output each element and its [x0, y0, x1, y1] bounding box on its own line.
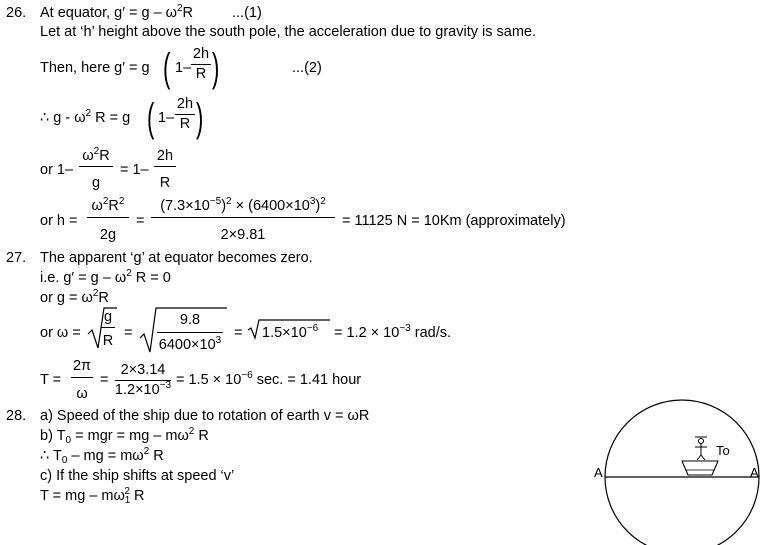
left-paren: (	[163, 46, 171, 90]
fraction-bar	[154, 166, 176, 167]
or1-num: $\omega^2R$	[82, 146, 110, 164]
person-head	[699, 439, 704, 444]
q26-line2: Let at ‘h’ height above the south pole, the acceleration due to gravity is same.	[40, 24, 536, 40]
omega-eq2: =	[234, 325, 243, 341]
T-num: 2π	[72, 358, 92, 374]
fraction-bar	[71, 377, 93, 378]
q27-number: 27.	[6, 250, 27, 266]
q28-b: b) $T_0$ = mgr = mg – $m\omega^2$ R	[40, 426, 209, 446]
T-result: = $1.5 \times 10^{-6}$ sec. = 1.41 hour	[176, 370, 362, 388]
one-minus: 1–	[158, 110, 175, 126]
q28-e: T = mg – $m\omega_1^2$ R	[40, 486, 145, 506]
T-den2: $1.2\times 10^{-3}$	[114, 380, 172, 398]
q28-a: a) Speed of the ship due to rotation of earth v = ωR	[40, 408, 370, 424]
frac-R-den: R	[159, 175, 171, 191]
orh-big-den: 2×9.81	[220, 227, 266, 243]
q26-number: 26.	[6, 5, 27, 21]
q28-c: ∴ $T_0$ – mg = $m\omega^2$ R	[40, 446, 164, 466]
fraction-bar	[151, 217, 335, 218]
T-num2: 2×3.14	[120, 362, 166, 378]
fraction-bar	[101, 327, 115, 328]
right-paren: )	[212, 46, 220, 90]
q26-ref1: ...(1)	[232, 5, 262, 21]
q26-ref2: ...(2)	[292, 60, 322, 76]
or1-den: g	[91, 175, 101, 191]
frac-R-den: R	[179, 116, 191, 132]
frac-2h-num: 2h	[176, 96, 194, 112]
omega-g: g	[103, 309, 113, 325]
fraction-bar	[191, 64, 211, 65]
frac-2h-num: 2h	[192, 46, 210, 62]
omega-R: R	[102, 333, 114, 349]
T-den: ω	[76, 386, 88, 402]
T-eq: =	[100, 372, 109, 388]
q26-then-prefix: Then, here g′ = g	[40, 60, 150, 76]
orh-num: $\omega^2R^2$	[91, 196, 125, 214]
earth-circle	[605, 400, 759, 545]
fraction-bar	[79, 166, 113, 167]
omega-eq: =	[124, 325, 133, 341]
omega-result: = $1.2 \times 10^{-3}$ rad/s.	[334, 323, 452, 341]
or1-prefix: or 1–	[40, 162, 74, 178]
orh-den: 2g	[99, 227, 117, 243]
orh-big-num: $(7.3\times 10^{-5})^2 \times (6400\times 10^3)^2$	[160, 196, 326, 214]
q26-line1: At equator, $g' = g - \omega^2R$	[40, 3, 194, 21]
omega-root: $1.5\times 10^{-6}$	[262, 323, 319, 341]
frac-2h-num: 2h	[156, 148, 174, 164]
q28-number: 28.	[6, 408, 27, 424]
or1-eq: = 1–	[120, 162, 149, 178]
label-to: To	[716, 443, 730, 458]
left-paren: (	[147, 96, 155, 140]
q28-d: c) If the ship shifts at speed ‘v’	[40, 468, 235, 484]
earth-ship-diagram	[590, 395, 765, 545]
q27-line3: or $g = \omega^2R$	[40, 288, 109, 306]
orh-eq: =	[136, 213, 145, 229]
T-prefix: T =	[40, 372, 62, 388]
right-paren: )	[196, 96, 204, 140]
omega-prefix: or ω =	[40, 325, 81, 341]
fraction-bar	[87, 217, 129, 218]
frac-R-den: R	[195, 66, 207, 82]
one-minus: 1–	[175, 60, 192, 76]
omega-num: 9.8	[179, 312, 201, 328]
q27-line2: i.e. $g' = g - \omega^2$ R = 0	[40, 268, 171, 286]
omega-den: $6400\times 10^3$	[158, 335, 222, 353]
q27-line1: The apparent ‘g’ at equator becomes zero.	[40, 250, 313, 266]
fraction-bar	[175, 114, 195, 115]
ship-hull	[682, 461, 718, 475]
label-a-right: A	[750, 465, 759, 480]
orh-prefix: or h =	[40, 213, 78, 229]
fraction-bar	[157, 332, 223, 333]
orh-result: = 11125 N = 10Km (approximately)	[342, 213, 566, 229]
label-a-left: A	[594, 465, 603, 480]
person-legs	[697, 455, 705, 460]
q26-therefore: ∴ g - $\omega^2$ R = g	[40, 108, 131, 126]
